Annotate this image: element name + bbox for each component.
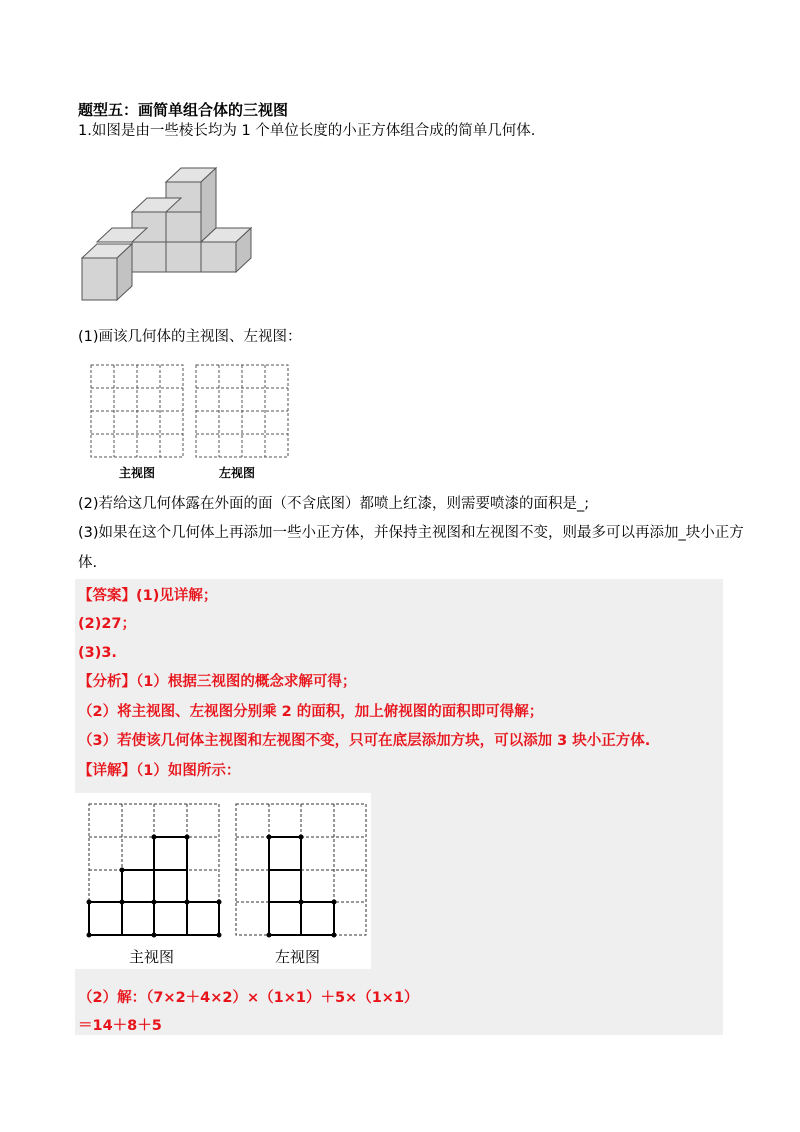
- answer-line-2: (2)27；: [78, 616, 137, 632]
- question-part3-line2: 体.: [78, 555, 98, 571]
- analysis-line-1: 【分析】（1）根据三视图的概念求解可得；: [78, 674, 357, 690]
- question-intro: 1.如图是由一些棱长均为 1 个单位长度的小正方体组合成的简单几何体.: [78, 123, 536, 139]
- solution-label-front: 主视图: [129, 948, 175, 966]
- grid-label-left: 左视图: [219, 466, 256, 480]
- cube-front-face: [166, 212, 201, 242]
- cube-front-face: [82, 258, 117, 300]
- calc-line-1: （2）解：（7×2＋4×2）×（1×1）＋5×（1×1）: [78, 990, 419, 1006]
- cube-front-face: [132, 242, 166, 272]
- cube-structure-figure: [78, 160, 258, 305]
- grid-label-front: 主视图: [119, 466, 156, 480]
- solution-label-left: 左视图: [275, 948, 321, 966]
- front-view-outline: [89, 837, 219, 935]
- question-part3-line1: (3)如果在这个几何体上再添加一些小正方体，并保持主视图和左视图不变，则最多可以再添加_块小正方: [78, 525, 744, 541]
- question-part2: (2)若给这几何体露在外面的面（不含底图）都喷上红漆，则需要喷漆的面积是_;: [78, 496, 590, 512]
- answer-line-1: 【答案】(1)见详解；: [78, 588, 218, 604]
- detail-heading: 【详解】（1）如图所示：: [78, 763, 241, 779]
- analysis-line-3: （3）若使该几何体主视图和左视图不变，只可在底层添加方块，可以添加 3 块小正方体.: [78, 733, 651, 749]
- answer-line-3: (3)3.: [78, 645, 117, 661]
- left-view-outline: [269, 837, 334, 935]
- cube-front-face: [166, 242, 201, 272]
- section-title: 题型五：画简单组合体的三视图: [78, 101, 289, 119]
- empty-view-grids: [90, 364, 290, 460]
- analysis-line-2: （2）将主视图、左视图分别乘 2 的面积，加上俯视图的面积即可得解；: [78, 704, 544, 720]
- question-part1: (1)画该几何体的主视图、左视图：: [78, 329, 302, 345]
- cube-front-face: [201, 242, 236, 272]
- calc-line-2: ＝14＋8＋5: [78, 1018, 162, 1034]
- solution-figure: [75, 793, 371, 969]
